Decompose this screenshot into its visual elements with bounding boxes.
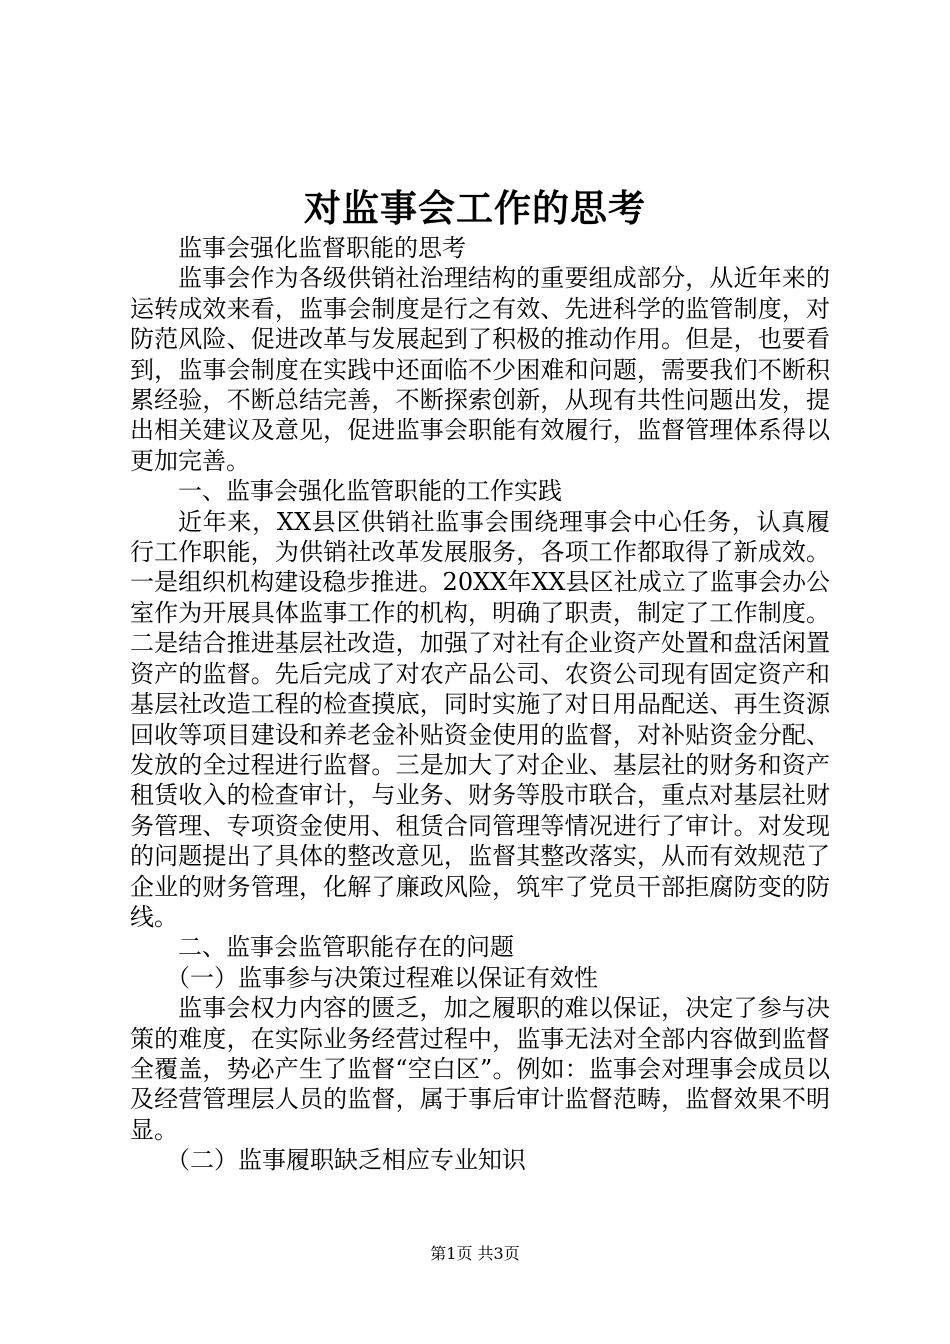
section-heading-1: 一、监事会强化监管职能的工作实践 bbox=[178, 477, 562, 506]
document-title: 对监事会工作的思考 bbox=[304, 186, 646, 230]
section-heading-2: 二、监事会监管职能存在的问题 bbox=[178, 933, 514, 962]
subsection-heading-1: （一）监事参与决策过程难以保证有效性 bbox=[166, 963, 598, 992]
subsection-heading-2: （二）监事履职缺乏相应专业知识 bbox=[166, 1146, 526, 1175]
intro-paragraph: 监事会作为各级供销社治理结构的重要组成部分，从近年来的运转成效来看，监事会制度是行之有效、先进科学的监管制度，对防范风险、促进改革与发展起到了积极的推动作用。但是，也要看到，监事会制度在实践中还面临不少困难和问题，需要我们不断积累经验，不断总结完善，不断探索创新，从现有共性问题出发，提出相关建议及意见，促进监事会职能有效履行，监督管理体系得以更加完善。 bbox=[130, 264, 830, 475]
section-1-paragraph: 近年来，XX县区供销社监事会围绕理事会中心任务，认真履行工作职能，为供销社改革发展服务，各项工作都取得了新成效。一是组织机构建设稳步推进。20XX年XX县区社成立了监事会办公室作为开展具体监事工作的机构，明确了职责，制定了工作制度。二是结合推进基层社改造，加强了对社有企业资产处置和盘活闲置资产的监督。先后完成了对农产品公司、农资公司现有固定资产和基层社改造工程的检查摸底，同时实施了对日用品配送、再生资源回收等项目建设和养老金补贴资金使用的监督，对补贴资金分配、发放的全过程进行监督。三是加大了对企业、基层社的财务和资产租赁收入的检查审计，与业务、财务等股市联合，重点对基层社财务管理、专项资金使用、租赁合同管理等情况进行了审计。对发现的问题提出了具体的整改意见，监督其整改落实，从而有效规范了企业的财务管理，化解了廉政风险，筑牢了党员干部拒腐防变的防线。 bbox=[130, 507, 830, 931]
subtitle-paragraph: 监事会强化监督职能的思考 bbox=[178, 234, 466, 262]
subsection-1-paragraph: 监事会权力内容的匮乏，加之履职的难以保证，决定了参与决策的难度，在实际业务经营过程中，监事无法对全部内容做到监督全覆盖，势必产生了监督“空白区”。例如：监事会对理事会成员以及经营管理层人员的监督，属于事后审计监督范畴，监督效果不明显。 bbox=[130, 994, 830, 1144]
document-body bbox=[130, 233, 830, 1176]
page-number-footer: 第1页 共3页 bbox=[430, 1244, 520, 1263]
